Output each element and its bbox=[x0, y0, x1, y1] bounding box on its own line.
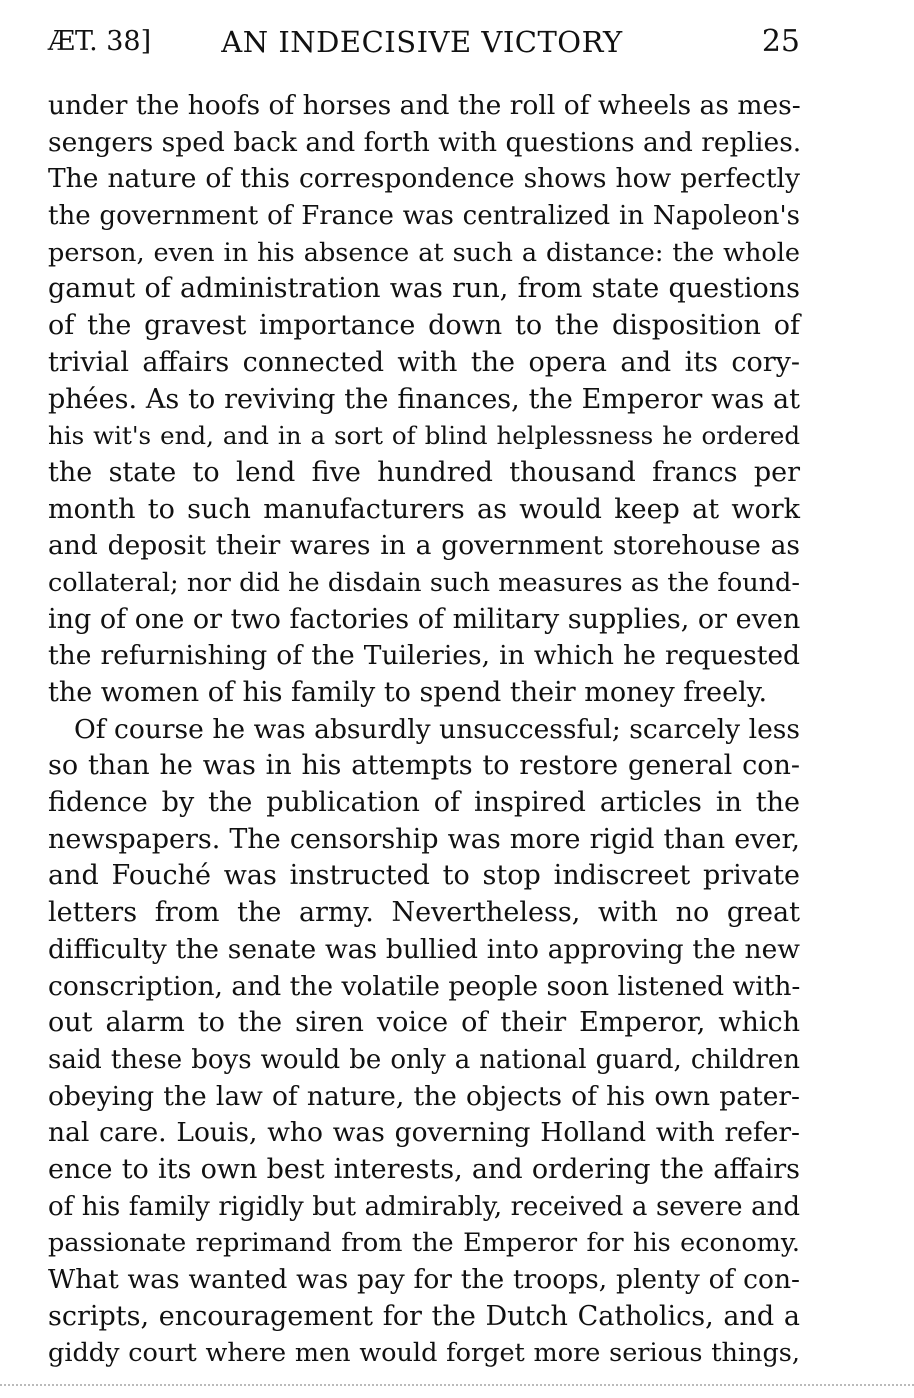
text-line: so than he was in his attempts to restore general con- bbox=[48, 750, 800, 782]
text-line: under the hoofs of horses and the roll of wheels as mes- bbox=[48, 90, 801, 121]
running-head bbox=[48, 22, 800, 62]
text-line: giddy court where men would forget more serious things, bbox=[48, 1338, 800, 1369]
text-line: the women of his family to spend their money freely. bbox=[48, 677, 768, 708]
text-line: said these boys would be only a national guard, children bbox=[48, 1044, 800, 1075]
text-line: nal care. Louis, who was governing Holland with refer- bbox=[48, 1117, 800, 1149]
text-line: out alarm to the siren voice of their Emperor, which bbox=[48, 1007, 800, 1039]
text-line: ing of one or two factories of military supplies, or even bbox=[48, 603, 801, 635]
text-line: ence to its own best interests, and ordering the affairs bbox=[48, 1153, 800, 1185]
text-line: newspapers. The censorship was more rigid than ever, bbox=[48, 823, 800, 855]
text-line: the state to lend five hundred thousand francs per bbox=[48, 456, 800, 488]
page-number: 25 bbox=[761, 24, 800, 59]
text-line: conscription, and the volatile people soon listened with- bbox=[48, 970, 801, 1002]
chapter-age-marker: ÆT. 38] bbox=[48, 26, 152, 57]
text-line: Of course he was absurdly unsuccessful; scarcely less bbox=[74, 713, 800, 745]
text-line: trivial affairs connected with the opera and its cory- bbox=[48, 346, 800, 378]
text-line: the refurnishing of the Tuileries, in which he requested bbox=[48, 640, 800, 672]
text-line: obeying the law of nature, the objects of his own pater- bbox=[48, 1080, 800, 1112]
text-line: person, even in his absence at such a distance: the whole bbox=[48, 237, 800, 268]
text-line: month to such manufacturers as would keep at work bbox=[48, 493, 800, 525]
text-line: his wit's end, and in a sort of blind helplessness he ordered bbox=[48, 421, 800, 451]
text-line: The nature of this correspondence shows how perfectly bbox=[48, 163, 800, 195]
text-line: and Fouché was instructed to stop indiscreet private bbox=[48, 860, 800, 892]
text-line: of the gravest importance down to the disposition of bbox=[48, 310, 800, 342]
text-line: letters from the army. Nevertheless, with no great bbox=[48, 897, 800, 929]
text-line: gamut of administration was run, from state questions bbox=[48, 273, 800, 305]
text-line: What was wanted was pay for the troops, plenty of con- bbox=[48, 1264, 800, 1295]
text-line: and deposit their wares in a government storehouse as bbox=[48, 530, 800, 562]
text-line: collateral; nor did he disdain such measures as the found- bbox=[48, 567, 800, 598]
running-title: AN INDECISIVE VICTORY bbox=[221, 25, 623, 59]
body-text bbox=[48, 88, 800, 1372]
scan-edge-divider bbox=[0, 1384, 914, 1386]
text-line: passionate reprimand from the Emperor for his economy. bbox=[48, 1228, 800, 1259]
text-line: phées. As to reviving the finances, the Emperor was at bbox=[48, 383, 800, 415]
text-line: the government of France was centralized in Napoleon's bbox=[48, 201, 800, 232]
text-line: of his family rigidly but admirably, received a severe and bbox=[48, 1191, 800, 1222]
text-line: sengers sped back and forth with questions and replies. bbox=[48, 126, 802, 158]
text-line: scripts, encouragement for the Dutch Catholics, and a bbox=[48, 1300, 800, 1332]
text-line: fidence by the publication of inspired articles in the bbox=[48, 787, 800, 819]
text-line: difficulty the senate was bullied into approving the new bbox=[48, 933, 800, 965]
